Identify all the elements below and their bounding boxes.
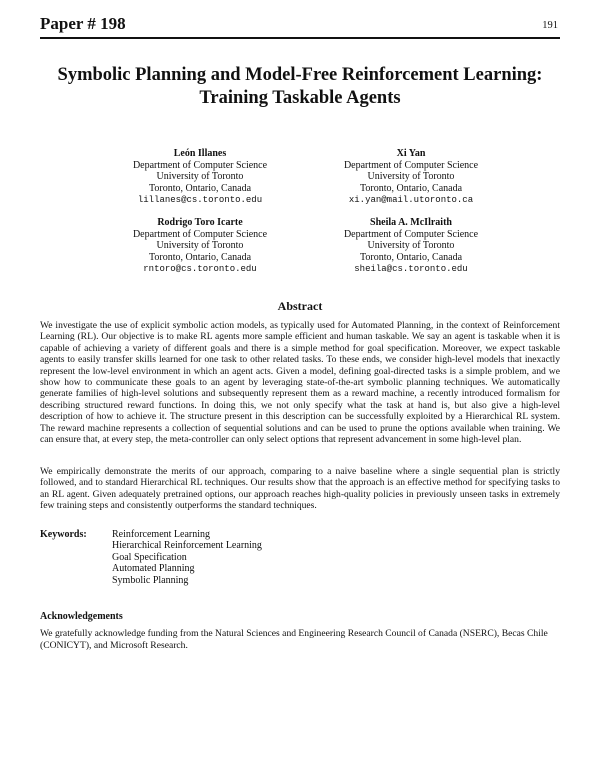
keywords-list — [112, 529, 262, 586]
paper-label: Paper # 198 — [40, 14, 126, 33]
author-location: Toronto, Ontario, Canada — [148, 252, 252, 264]
author-name: Rodrigo Toro Icarte — [157, 217, 243, 228]
acknowledgements-heading: Acknowledgements — [40, 611, 123, 622]
author-email[interactable]: sheila@cs.toronto.edu — [354, 263, 468, 274]
title-line-2: Training Taskable Agents — [199, 88, 401, 108]
author-dept: Department of Computer Science — [132, 159, 268, 171]
author-univ: University of Toronto — [367, 171, 455, 183]
author-location: Toronto, Ontario, Canada — [359, 252, 463, 264]
author-univ: University of Toronto — [156, 240, 244, 252]
author-email[interactable]: rntoro@cs.toronto.edu — [143, 263, 257, 274]
author-name: Xi Yan — [396, 148, 426, 159]
keyword-item: Hierarchical Reinforcement Learning — [112, 540, 262, 552]
abstract-paragraph-2: We empirically demonstrate the merits of our approach, comparing to a naive baseline where a single sequential plan is strictly followed, and to standard Hierarchical RL techniques. Our results show that the approach is an effective method for specifying tasks to an RL agent. Given adequately pretrained options, our approach reaches high-quality policies in previously unseen tasks in extremely few training steps and consistently outperforms the standard techniques. — [40, 466, 560, 512]
author-dept: Department of Computer Science — [343, 159, 479, 171]
author-block — [80, 217, 320, 276]
title-line-1: Symbolic Planning and Model-Free Reinforcement Learning: — [57, 65, 543, 85]
keyword-item: Goal Specification — [112, 551, 187, 563]
keyword-item: Automated Planning — [112, 563, 195, 575]
header-rule — [40, 37, 560, 39]
acknowledgements-text: We gratefully acknowledge funding from the Natural Sciences and Engineering Research Council of Canada (NSERC), Becas Chile (CONICYT), and Microsoft Research. — [40, 628, 548, 651]
abstract-heading: Abstract — [277, 299, 323, 313]
author-name: León Illanes — [173, 148, 227, 159]
author-dept: Department of Computer Science — [343, 228, 479, 240]
author-block — [291, 217, 531, 276]
page-number: 191 — [542, 20, 558, 31]
author-name: Sheila A. McIlraith — [370, 217, 452, 228]
author-block — [291, 148, 531, 207]
abstract-paragraph-1: We investigate the use of explicit symbolic action models, as typically used for Automated Planning, in the context of Reinforcement Learning (RL). Our objective is to make RL agents more sample efficient and human taskable. We say an agent is taskable when it is capable of achieving a variety of different goals and there is a simple method for goal specification. Moreover, we expect taskable agents to easily transfer skills learned for one task to other related tasks. To these ends, we consider high-level models that inexactly represent the low-level environment in which an agent acts. Given a model, defining goal-directed tasks is a simple problem, and we show how to communicate these goals to an agent by leveraging state-of-the-art symbolic planning techniques. We automatically generate families of high-level solutions and subsequently represent them as a reward machine, a recently introduced formalism for describing structured reward functions. In doing this, we not only specify what the task at hand is, but also give a high-level description of how to achieve it. The structure present in this description can be successfully exploited by a Hierarchical RL system. The reward machine represents a collection of sequential solutions and can be used to prune the options available when training. We can ensure that, at every step, the meta-controller can only select options that represent advancement in some high-level plan. — [40, 320, 560, 446]
author-location: Toronto, Ontario, Canada — [148, 183, 252, 195]
author-email[interactable]: lillanes@cs.toronto.edu — [137, 194, 263, 205]
author-block — [80, 148, 320, 207]
paper-title — [40, 64, 560, 110]
author-location: Toronto, Ontario, Canada — [359, 183, 463, 195]
author-univ: University of Toronto — [156, 171, 244, 183]
keyword-item: Reinforcement Learning — [112, 529, 211, 540]
keyword-item: Symbolic Planning — [112, 574, 189, 586]
author-dept: Department of Computer Science — [132, 228, 268, 240]
author-email[interactable]: xi.yan@mail.utoronto.ca — [348, 194, 474, 205]
author-univ: University of Toronto — [367, 240, 455, 252]
keywords-label: Keywords: — [40, 529, 87, 540]
